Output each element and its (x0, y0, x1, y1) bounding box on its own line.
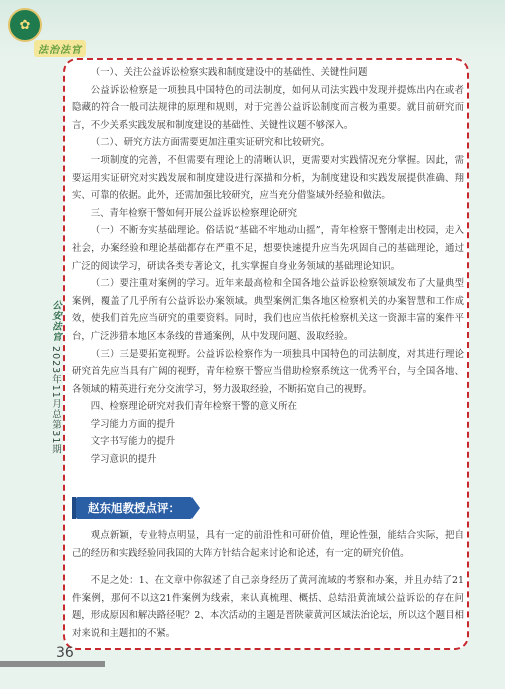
body-paragraph: （二）要注重对案例的学习。近年来最高检和全国各地公益诉讼检察领域发布了大量典型案例，覆盖了几乎所有公益诉讼办案领域。典型案例汇集各地区检察机关的办案智慧和工作成效，使我们首先应当研究的重要资料。同时，我们也应当依托检察机关这一资源丰富的案件平台，广泛涉猎本地区本条线的普通案例，从中发现问题、汲取经验。 (72, 278, 464, 342)
comment-paragraph: 观点新颖，专业特点明显，具有一定的前沿性和可研价值，理论性强，能结合实际，把自己的经历和实践经验同我国的大阵方针结合起来讨论和论述，有一定的研究价值。 (72, 530, 464, 559)
body-paragraph: 四、检察理论研究对我们青年检察干警的意义所在 (90, 401, 298, 413)
side-brand: 公安法官 (50, 300, 61, 342)
magazine-brand: 法治法官 (34, 40, 86, 57)
comment-paragraph: 不足之处：1、在文章中你叙述了自己亲身经历了黄河流域的考察和办案，并且办结了21件案例，那何不以这21件案例为线索，来认真梳理、概括、总结沿黄流域公益诉讼的存在问题，形成原因和解决路径呢？2、本次活动的主题是晋陕蒙黄河区域法治论坛，所以这个题目相对来说和主题扣的不紧。 (72, 575, 464, 639)
article-body (72, 64, 464, 469)
side-issue-label (46, 300, 62, 455)
body-paragraph: （二）、研究方法方面需要更加注重实证研究和比较研究。 (90, 137, 330, 149)
comment-heading: 赵东旭教授点评： (76, 497, 192, 519)
body-paragraph: （一）、关注公益诉讼检察实践和制度建设中的基础性、关键性问题 (90, 67, 368, 78)
body-paragraph: 学习意识的提升 (90, 454, 157, 466)
body-paragraph: （一）不断夯实基础理论。俗话说“基础不牢地动山摇”，青年检察干警刚走出校园，走入社会，办案经验和理论基础都存在严重不足，想要快速提升应当先巩固自己的基础理论，通过广泛的阅读学习，研读各类专著论文，扎实掌握自身业务领域的基础理论知识。 (72, 225, 464, 272)
body-paragraph: 公益诉讼检察是一项独具中国特色的司法制度，如何从司法实践中发现并提炼出内在或者隐藏的符合一般司法规律的原理和规则，对于完善公益诉讼制度而言极为重要。就目前研究而言，不少关系实践发展和制度建设的基础性、关键性议题不够深入。 (72, 84, 464, 131)
emblem-logo: ✿ (8, 8, 42, 42)
side-issue: 2023年11月总第31期 (50, 346, 61, 455)
comment-body (72, 527, 464, 643)
footer-bar (0, 661, 105, 667)
page-number: 36 (56, 645, 74, 661)
body-paragraph: （三）三是要拓宽视野。公益诉讼检察作为一项独具中国特色的司法制度，对其进行理论研究首先应当具有广阔的视野，青年检察干警应当借助检察系统这一优秀平台，与全国各地、各领域的精英进行充分交流学习，努力汲取经验，不断拓宽自己的视野。 (72, 348, 464, 395)
body-paragraph: 一项制度的完善，不但需要有理论上的清晰认识，更需要对实践情况充分掌握。因此，需要运用实证研究对实践发展和制度建设进行深描和分析，为制度建设和实践发展提供准确、翔实、可靠的依据。此外，还需加强比较研究，应当充分借鉴域外经验和做法。 (72, 154, 464, 202)
body-paragraph: 三、青年检察干警如何开展公益诉讼检察理论研究 (90, 207, 298, 219)
body-paragraph: 文字书写能力的提升 (90, 436, 176, 448)
body-paragraph: 学习能力方面的提升 (90, 418, 176, 430)
